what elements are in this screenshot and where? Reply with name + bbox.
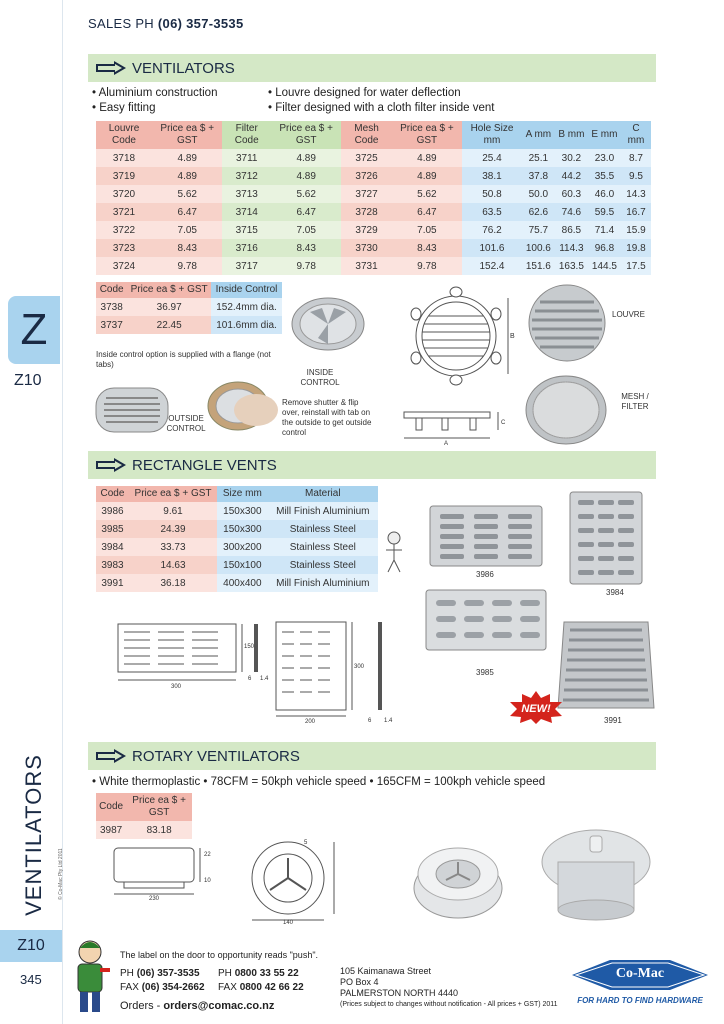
dim-label: 300 <box>354 664 365 670</box>
louvre-vent-image <box>526 282 608 364</box>
table-cell: 5.62 <box>392 185 462 203</box>
table-cell: 3717 <box>222 257 270 275</box>
table-row <box>96 821 192 839</box>
table-cell: 16.7 <box>621 203 651 221</box>
table-cell: 114.3 <box>555 239 588 257</box>
vent-label: 3991 <box>604 716 622 725</box>
table-row <box>96 167 651 185</box>
table-cell: 3713 <box>222 185 270 203</box>
phone-line <box>120 968 200 979</box>
inside-control-note: Inside control option is supplied with a flange (not tabs) <box>96 350 271 369</box>
rect-vent-drawing-1 <box>110 620 270 690</box>
table-cell: 3987 <box>96 821 126 839</box>
price-note: (Prices subject to changes without notification - All prices + GST) 2011 <box>340 1001 558 1008</box>
table-cell: 14.63 <box>129 556 217 574</box>
arrow-icon <box>96 61 126 75</box>
table-cell: 3722 <box>96 221 152 239</box>
copyright-note: © Co-Mac Pty Ltd 2011 <box>58 848 64 900</box>
dim-label: 1.4 <box>384 718 393 724</box>
rotary-top-drawing <box>246 836 346 924</box>
vent-label: 3986 <box>476 570 494 579</box>
table-cell: 5.62 <box>152 185 222 203</box>
table-cell: 3714 <box>222 203 270 221</box>
table-cell: 151.6 <box>522 257 555 275</box>
table-header <box>96 282 282 298</box>
fax-free-line <box>218 982 304 993</box>
rect-vent-drawing-2 <box>268 618 398 724</box>
table-row <box>96 538 378 556</box>
table-cell: 50.0 <box>522 185 555 203</box>
table-row <box>96 185 651 203</box>
table-cell: 3728 <box>341 203 391 221</box>
inside-control-table <box>96 282 282 334</box>
table-row <box>96 556 378 574</box>
table-cell: 3726 <box>341 167 391 185</box>
fax-label: FAX <box>120 982 139 993</box>
table-cell: 3715 <box>222 221 270 239</box>
orders-line <box>120 1000 274 1012</box>
column-header: Size mm <box>217 486 267 502</box>
column-header: Material <box>268 486 378 502</box>
table-cell: 59.5 <box>588 203 621 221</box>
fax: (06) 354-2662 <box>141 982 205 993</box>
table-row <box>96 316 282 334</box>
table-cell: 3719 <box>96 167 152 185</box>
mesh-filter-image <box>522 372 610 448</box>
mascot-small-icon <box>382 530 406 574</box>
column-header: Price ea $ + GST <box>126 793 192 821</box>
table-cell: 36.97 <box>127 298 211 316</box>
fax-freephone: 0800 42 66 22 <box>239 982 304 993</box>
table-cell: 4.89 <box>152 167 222 185</box>
table-cell: 101.6mm dia. <box>211 316 282 334</box>
table-cell: 86.5 <box>555 221 588 239</box>
column-header: Price ea $ + GST <box>392 121 462 149</box>
column-header: Hole Size mm <box>462 121 522 149</box>
column-header: Code <box>96 486 129 502</box>
table-cell: 3729 <box>341 221 391 239</box>
table-cell: 22.45 <box>127 316 211 334</box>
table-row <box>96 502 378 520</box>
sales-phone-header <box>88 16 243 31</box>
dim-b: B <box>510 333 515 340</box>
table-cell: 9.5 <box>621 167 651 185</box>
fax-line <box>120 982 205 993</box>
section-title: ROTARY VENTILATORS <box>132 747 300 765</box>
dim-label: 10 <box>204 878 211 884</box>
table-cell: 3720 <box>96 185 152 203</box>
phone: (06) 357-3535 <box>136 968 200 979</box>
feature: • Aluminium construction <box>92 87 218 99</box>
new-badge-icon <box>508 690 564 724</box>
table-row <box>96 149 651 167</box>
table-cell: 44.2 <box>555 167 588 185</box>
column-header: C mm <box>621 121 651 149</box>
table-cell: 152.4mm dia. <box>211 298 282 316</box>
table-cell: 46.0 <box>588 185 621 203</box>
table-row <box>96 239 651 257</box>
new-badge-text: NEW! <box>521 703 551 715</box>
arrow-icon <box>96 458 126 472</box>
ventilators-table <box>96 121 651 275</box>
dim-label: 1.4 <box>260 676 269 682</box>
column-header: A mm <box>522 121 555 149</box>
table-cell: 5.62 <box>271 185 341 203</box>
table-cell: 38.1 <box>462 167 522 185</box>
table-cell: 96.8 <box>588 239 621 257</box>
flip-instruction: Remove shutter & flip over, reinstall with tab on the outside to get outside control <box>282 398 372 437</box>
feature: • Filter designed with a cloth filter inside vent <box>268 102 495 114</box>
rotary-vent-image-side <box>538 818 654 930</box>
table-cell: 76.2 <box>462 221 522 239</box>
table-cell: 7.05 <box>392 221 462 239</box>
fax-label: FAX <box>218 982 237 993</box>
section-code-top: Z10 <box>14 372 42 389</box>
table-header <box>96 486 378 502</box>
address-block <box>340 966 558 1010</box>
table-cell: 83.18 <box>126 821 192 839</box>
flip-shutter-image <box>204 370 284 436</box>
table-cell: 9.78 <box>392 257 462 275</box>
table-cell: 4.89 <box>152 149 222 167</box>
louvre-diagram-front <box>398 286 524 396</box>
section-title: RECTANGLE VENTS <box>132 456 277 474</box>
phone-free-line <box>218 968 299 979</box>
table-cell: 100.6 <box>522 239 555 257</box>
table-cell: 9.78 <box>271 257 341 275</box>
rotary-table <box>96 793 192 839</box>
table-cell: 7.05 <box>152 221 222 239</box>
table-cell: 4.89 <box>392 149 462 167</box>
table-cell: 15.9 <box>621 221 651 239</box>
inside-control-vent-image <box>288 294 368 354</box>
dim-label: 5 <box>304 840 308 846</box>
vent-3991-image <box>556 618 656 712</box>
rotary-vent-image-front <box>408 828 508 924</box>
table-cell: 6.47 <box>392 203 462 221</box>
table-cell: 3730 <box>341 239 391 257</box>
table-cell: 62.6 <box>522 203 555 221</box>
table-cell: 25.1 <box>522 149 555 167</box>
table-cell: 4.89 <box>271 167 341 185</box>
orders-label: Orders - <box>120 1000 161 1012</box>
table-cell: 3985 <box>96 520 129 538</box>
dim-label: 150 <box>244 644 255 650</box>
section-header-rectangle-vents <box>88 451 656 479</box>
table-cell: 300x200 <box>217 538 267 556</box>
table-cell: 4.89 <box>392 167 462 185</box>
orders-email[interactable]: orders@comac.co.nz <box>163 1000 275 1012</box>
table-cell: Stainless Steel <box>268 538 378 556</box>
column-header: Filter Code <box>222 121 270 149</box>
table-cell: 17.5 <box>621 257 651 275</box>
table-row <box>96 574 378 592</box>
table-row <box>96 257 651 275</box>
table-cell: Mill Finish Aluminium <box>268 574 378 592</box>
dim-a: A <box>444 441 449 446</box>
table-cell: 33.73 <box>129 538 217 556</box>
table-cell: 400x400 <box>217 574 267 592</box>
table-cell: 36.18 <box>129 574 217 592</box>
table-cell: 3983 <box>96 556 129 574</box>
table-cell: 6.47 <box>152 203 222 221</box>
ph-label: PH <box>218 968 232 979</box>
table-cell: 75.7 <box>522 221 555 239</box>
feature: • Louvre designed for water deflection <box>268 87 461 99</box>
table-cell: 7.05 <box>271 221 341 239</box>
table-cell: 8.43 <box>152 239 222 257</box>
column-header: Code <box>96 282 127 298</box>
mesh-filter-caption: MESH / FILTER <box>621 392 649 411</box>
sales-label: SALES PH <box>88 16 154 31</box>
table-cell: 8.43 <box>271 239 341 257</box>
section-header-rotary-ventilators <box>88 742 656 770</box>
vertical-title-text: VENTILATORS <box>21 754 46 916</box>
table-header <box>96 793 192 821</box>
vent-3985-image <box>424 588 548 652</box>
table-cell: 3737 <box>96 316 127 334</box>
ventilator-features-right <box>268 86 494 116</box>
table-cell: 3727 <box>341 185 391 203</box>
table-cell: 71.4 <box>588 221 621 239</box>
rotary-side-drawing <box>108 842 220 900</box>
rotary-features: • White thermoplastic • 78CFM = 50kph vehicle speed • 165CFM = 100kph vehicle speed <box>92 776 546 788</box>
table-cell: 19.8 <box>621 239 651 257</box>
table-cell: 8.7 <box>621 149 651 167</box>
table-cell: 9.78 <box>152 257 222 275</box>
dim-label: 200 <box>304 719 316 724</box>
comac-logo <box>570 958 710 1008</box>
logo-text: Co-Mac <box>615 966 665 981</box>
dim-label: 22 <box>204 852 211 858</box>
table-cell: Stainless Steel <box>268 520 378 538</box>
table-cell: 9.61 <box>129 502 217 520</box>
column-header: Price ea $ + GST <box>129 486 217 502</box>
vent-label: 3985 <box>476 668 494 677</box>
table-cell: 8.43 <box>392 239 462 257</box>
table-cell: 150x300 <box>217 520 267 538</box>
sales-phone: (06) 357-3535 <box>157 16 244 31</box>
table-header <box>96 121 651 149</box>
louvre-diagram-side <box>398 404 518 446</box>
table-row <box>96 203 651 221</box>
phone-freephone: 0800 33 55 22 <box>234 968 299 979</box>
table-cell: 4.89 <box>271 149 341 167</box>
mascot-icon <box>66 938 114 1018</box>
table-cell: 144.5 <box>588 257 621 275</box>
column-header: Price ea $ + GST <box>127 282 211 298</box>
table-cell: 3721 <box>96 203 152 221</box>
table-cell: 3712 <box>222 167 270 185</box>
rectangle-vents-table <box>96 486 378 592</box>
table-cell: 35.5 <box>588 167 621 185</box>
arrow-icon <box>96 749 126 763</box>
dim-label: 6 <box>368 718 372 724</box>
table-cell: 152.4 <box>462 257 522 275</box>
table-cell: 101.6 <box>462 239 522 257</box>
outside-control-caption: OUTSIDE CONTROL <box>166 414 206 433</box>
column-header: Price ea $ + GST <box>271 121 341 149</box>
column-header: Code <box>96 793 126 821</box>
column-header: E mm <box>588 121 621 149</box>
dim-label: 300 <box>170 684 182 690</box>
section-header-ventilators <box>88 54 656 82</box>
table-cell: 24.39 <box>129 520 217 538</box>
push-note: The label on the door to opportunity reads "push". <box>120 950 319 960</box>
table-cell: 3986 <box>96 502 129 520</box>
table-cell: 3711 <box>222 149 270 167</box>
table-cell: 163.5 <box>555 257 588 275</box>
vent-3986-image <box>428 504 544 568</box>
column-header: B mm <box>555 121 588 149</box>
table-cell: 3731 <box>341 257 391 275</box>
table-cell: 60.3 <box>555 185 588 203</box>
dim-c: C <box>501 420 506 426</box>
table-cell: 3724 <box>96 257 152 275</box>
page-number: 345 <box>20 972 42 987</box>
table-cell: 3723 <box>96 239 152 257</box>
table-row <box>96 520 378 538</box>
address-line: PO Box 4 <box>340 977 379 987</box>
table-cell: 63.5 <box>462 203 522 221</box>
louvre-caption: LOUVRE <box>612 310 645 319</box>
column-header: Price ea $ + GST <box>152 121 222 149</box>
dim-label: 230 <box>148 896 160 900</box>
table-cell: 3984 <box>96 538 129 556</box>
table-cell: 3738 <box>96 298 127 316</box>
table-cell: 74.6 <box>555 203 588 221</box>
section-code-bottom: Z10 <box>0 930 62 962</box>
table-cell: 14.3 <box>621 185 651 203</box>
address-line: 105 Kaimanawa Street <box>340 966 432 976</box>
address-line: PALMERSTON NORTH 4440 <box>340 988 459 998</box>
table-cell: 25.4 <box>462 149 522 167</box>
table-cell: Mill Finish Aluminium <box>268 502 378 520</box>
table-cell: 30.2 <box>555 149 588 167</box>
table-cell: 150x100 <box>217 556 267 574</box>
table-row <box>96 221 651 239</box>
tagline: FOR HARD TO FIND HARDWARE <box>577 996 703 1005</box>
ph-label: PH <box>120 968 134 979</box>
table-cell: 23.0 <box>588 149 621 167</box>
dim-label: 6 <box>248 676 252 682</box>
table-cell: 3716 <box>222 239 270 257</box>
table-cell: 3725 <box>341 149 391 167</box>
tab-letter: Z <box>20 305 48 354</box>
ventilator-features-left <box>92 86 217 116</box>
section-title-vertical <box>14 754 54 916</box>
table-cell: 150x300 <box>217 502 267 520</box>
table-cell: Stainless Steel <box>268 556 378 574</box>
column-header: Louvre Code <box>96 121 152 149</box>
table-cell: 6.47 <box>271 203 341 221</box>
vent-3984-image <box>568 490 644 586</box>
column-header: Inside Control <box>211 282 282 298</box>
section-title: VENTILATORS <box>132 59 235 77</box>
column-header: Mesh Code <box>341 121 391 149</box>
vent-label: 3984 <box>606 588 624 597</box>
table-cell: 3718 <box>96 149 152 167</box>
table-cell: 50.8 <box>462 185 522 203</box>
table-cell: 3991 <box>96 574 129 592</box>
feature: • Easy fitting <box>92 102 156 114</box>
inside-control-caption: INSIDE CONTROL <box>300 368 340 387</box>
dim-label: 140 <box>282 920 294 924</box>
table-row <box>96 298 282 316</box>
section-tab <box>8 296 60 364</box>
table-cell: 37.8 <box>522 167 555 185</box>
